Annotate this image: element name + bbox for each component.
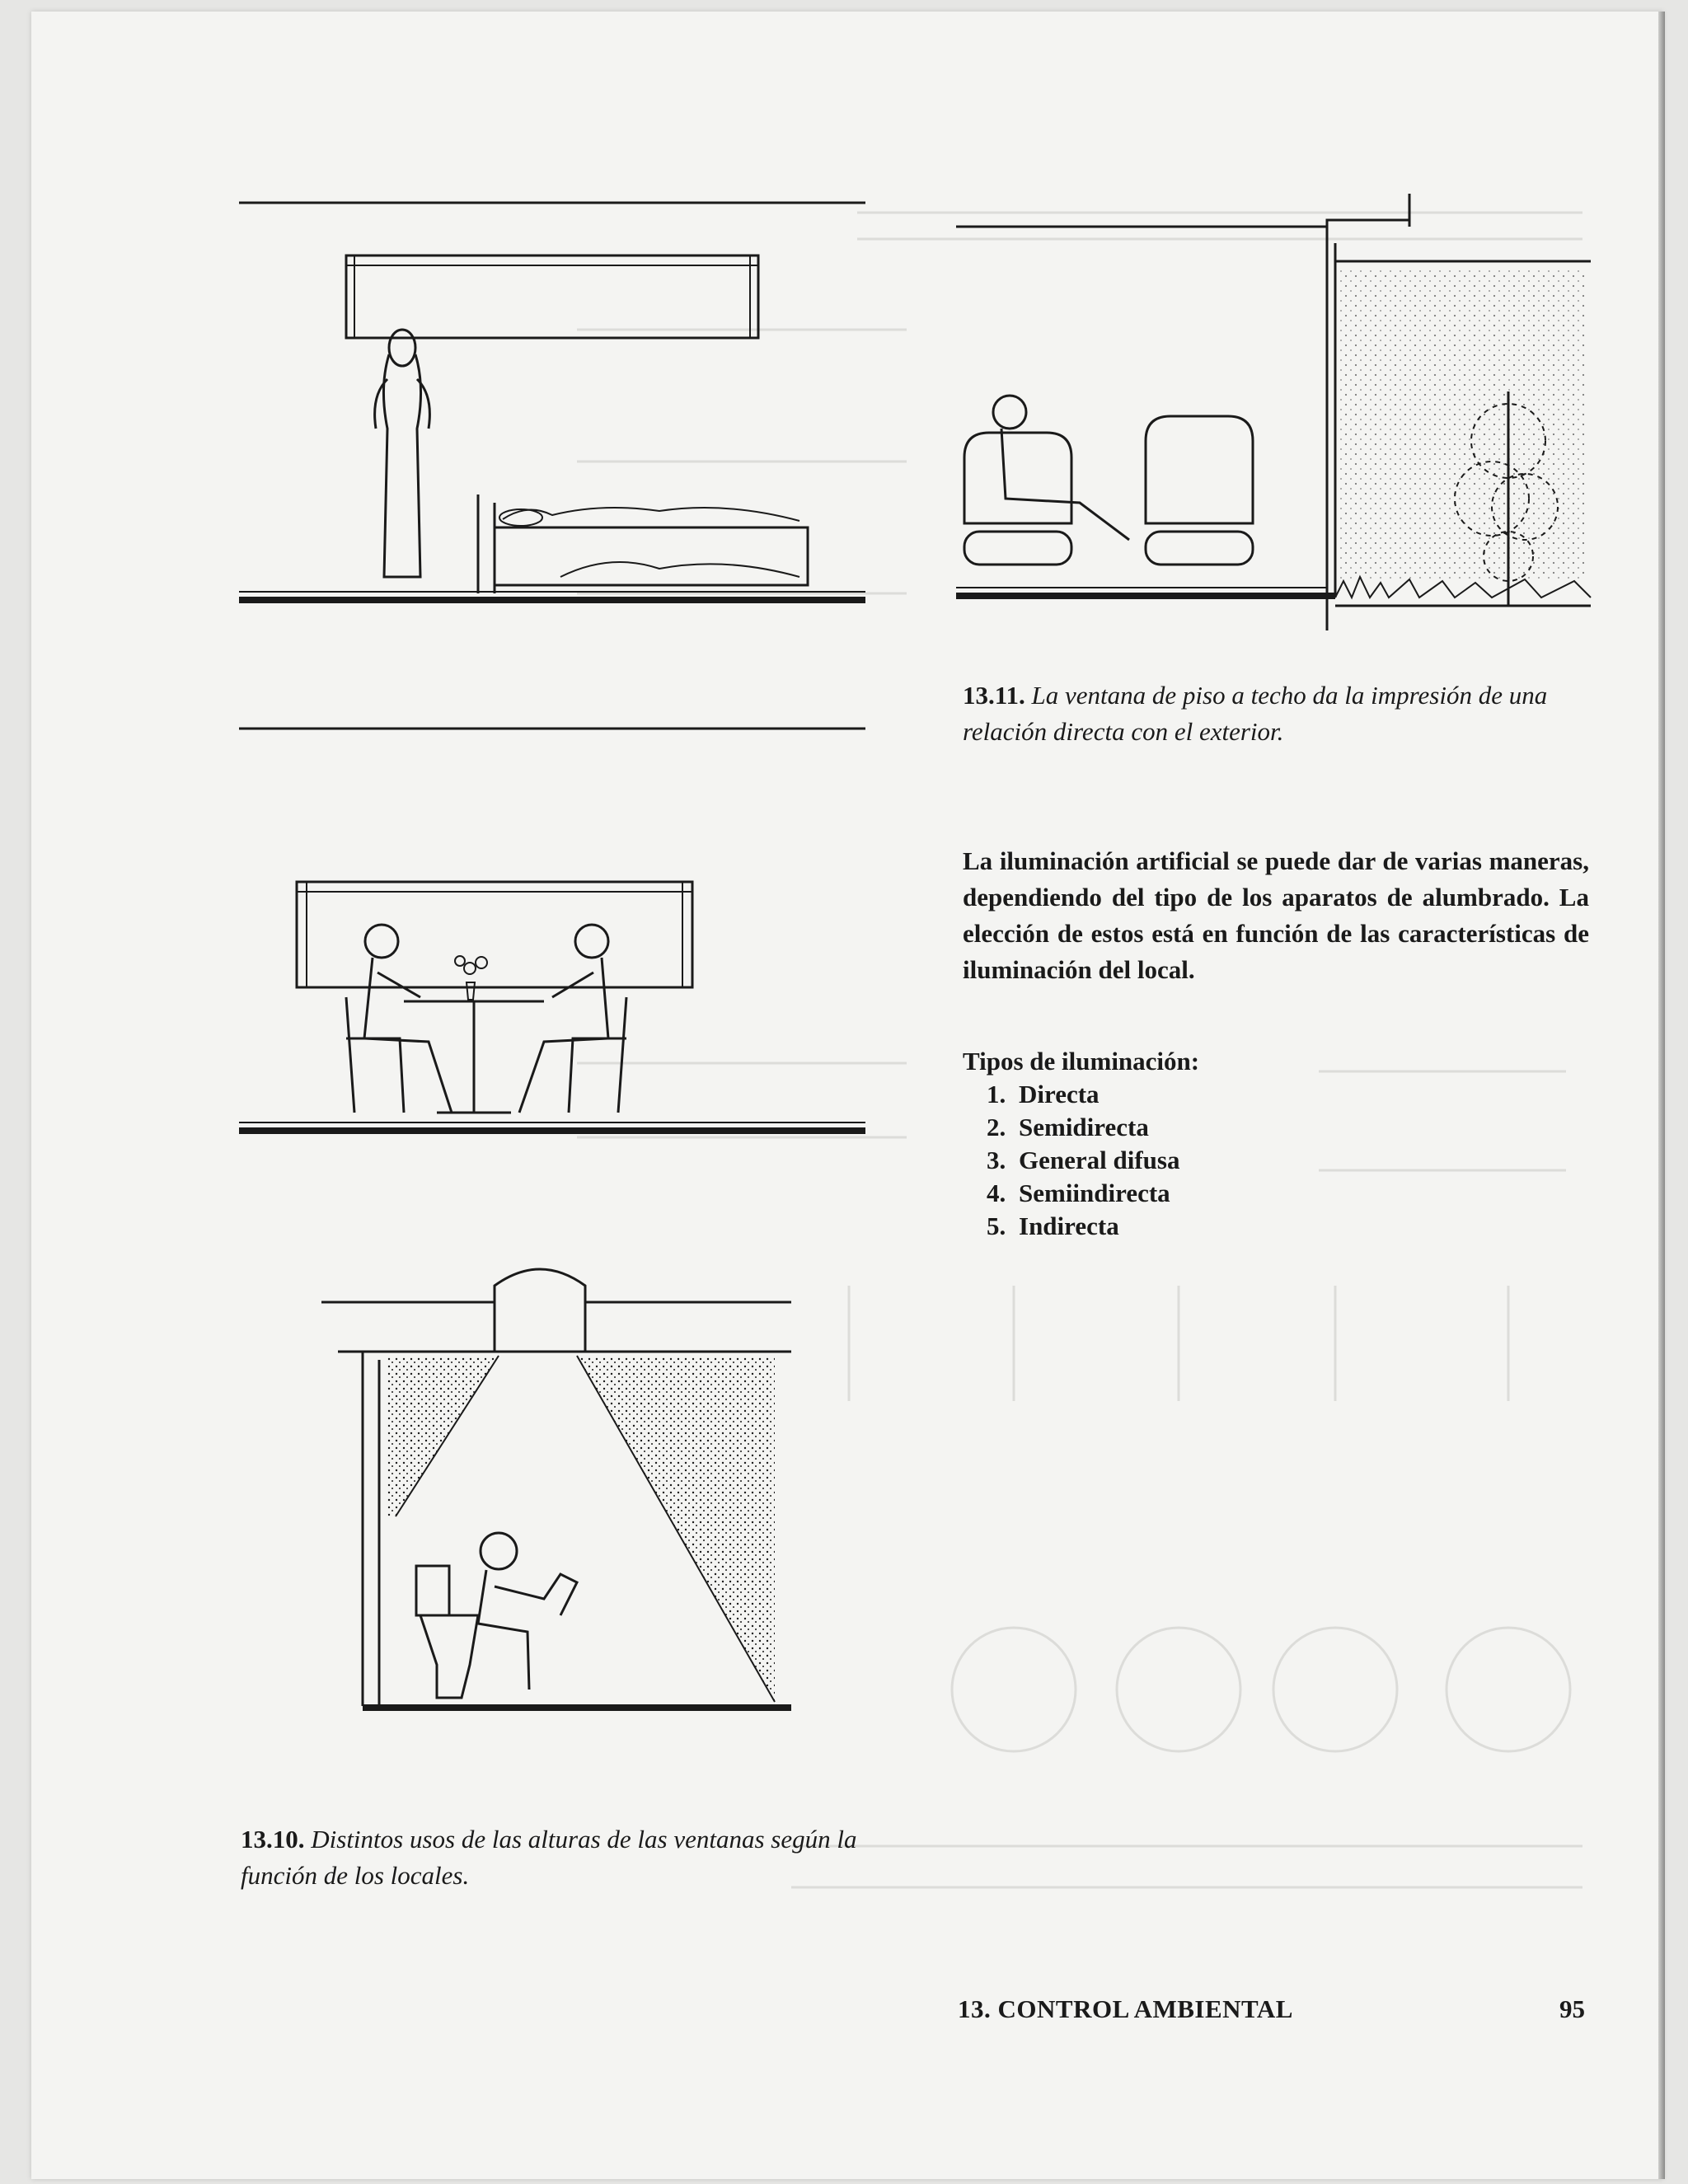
lighting-types-heading: Tipos de iluminación: bbox=[963, 1047, 1200, 1076]
figure-skylight-bathroom bbox=[313, 1253, 808, 1722]
lighting-type-item: 1. Directa bbox=[1012, 1078, 1199, 1111]
lighting-type-item: 3. General difusa bbox=[1012, 1144, 1199, 1177]
lighting-type-item: 2. Semidirecta bbox=[1012, 1111, 1199, 1144]
figure-floor-to-ceiling-window bbox=[948, 194, 1607, 639]
lighting-type-item: 5. Indirecta bbox=[1012, 1210, 1199, 1243]
figure-13-10-text: Distintos usos de las alturas de las ventanas según la función de los locales. bbox=[241, 1825, 857, 1890]
page-number: 95 bbox=[1559, 1994, 1585, 2023]
figure-13-10-caption bbox=[241, 1821, 900, 1894]
lighting-type-item: 4. Semiindirecta bbox=[1012, 1177, 1199, 1210]
figure-13-11-number: 13.11. bbox=[963, 681, 1025, 710]
lighting-types bbox=[963, 1045, 1199, 1243]
figure-13-11-text: La ventana de piso a techo da la impresión de una relación directa con el exterior. bbox=[963, 681, 1548, 746]
figure-13-11-caption bbox=[963, 677, 1589, 750]
lighting-paragraph: La iluminación artificial se puede dar de varias maneras, dependiendo del tipo de los aparatos de alumbrado. La elección de estos está en función de las características de iluminación del local. bbox=[963, 846, 1589, 984]
lighting-types-list bbox=[963, 1078, 1199, 1243]
chapter-footer: 13. CONTROL AMBIENTAL bbox=[958, 1994, 1293, 2023]
figure-dining-mid-window bbox=[231, 725, 874, 1154]
figure-13-10-number: 13.10. bbox=[241, 1825, 305, 1854]
figure-bedroom-high-window bbox=[231, 190, 874, 618]
